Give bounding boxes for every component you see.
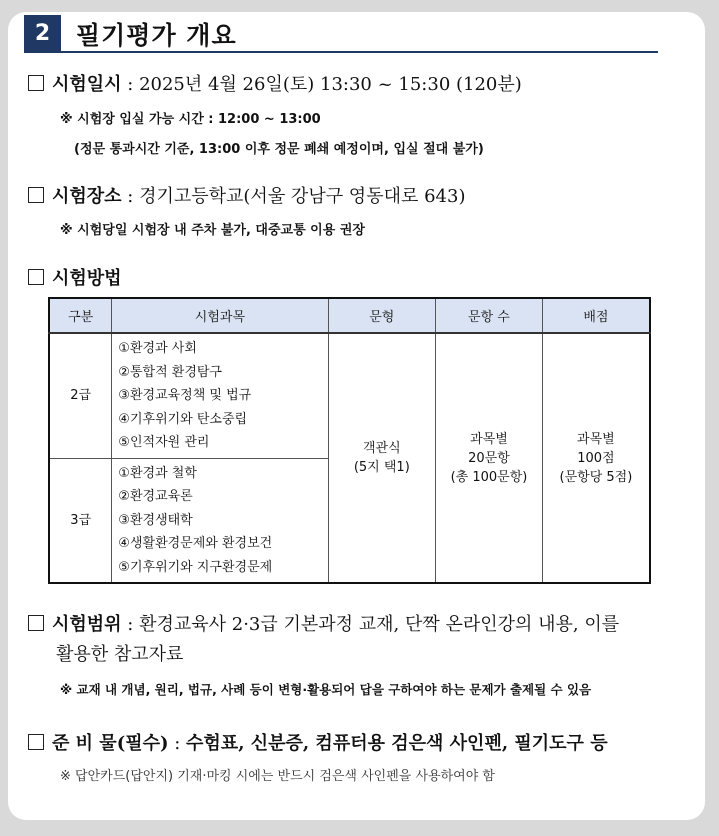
exam-method-label: 시험방법 (52, 268, 122, 289)
exam-scope-separator: : (121, 614, 140, 635)
parking-note: ※ 시험당일 시험장 내 주차 불가, 대중교통 이용 권장 (60, 223, 365, 238)
exam-date-separator: : (121, 74, 140, 95)
score-text: (문항당 5점) (559, 469, 633, 485)
subjects-cell (112, 458, 328, 583)
checkbox-square-icon (28, 269, 44, 285)
header-score: 배점 (542, 298, 650, 333)
table-header-row (49, 298, 650, 333)
subject-item: ④기후위기와 탄소중립 (118, 411, 248, 427)
checkbox-square-icon (28, 75, 44, 91)
subject-item: ③환경생태학 (118, 512, 193, 528)
count-text: 20문항 (468, 450, 510, 466)
exam-place-label: 시험장소 (52, 186, 122, 207)
subject-item: ②환경교육론 (118, 489, 193, 504)
checkbox-square-icon (28, 615, 44, 631)
table-row (49, 333, 650, 458)
section-title: 필기평가 개요 (76, 21, 237, 50)
exam-date-label: 시험일시 (52, 74, 122, 95)
type-text: 객관식 (362, 441, 401, 456)
subject-item: ⑤기후위기와 지구환경문제 (118, 559, 273, 575)
exam-place-separator: : (121, 186, 140, 207)
exam-scope-line (28, 610, 619, 636)
materials-value: 수험표, 신분증, 컴퓨터용 검은색 사인펜, 필기도구 등 (186, 733, 608, 754)
subjects-cell (112, 333, 328, 458)
materials-label: 준 비 물(필수) (52, 733, 169, 754)
subject-item: ②통합적 환경탐구 (118, 364, 222, 380)
subject-item: ③환경교육정책 및 법규 (118, 388, 252, 403)
materials-note: ※ 답안카드(답안지) 기재·마킹 시에는 반드시 검은색 사인펜을 사용하여야 함 (60, 769, 495, 784)
subject-item: ①환경과 철학 (118, 465, 197, 481)
exam-date-value: 2025년 4월 26일(토) 13:30 ~ 15:30 (120분) (139, 74, 522, 95)
materials-separator: : (168, 733, 187, 754)
header-subject: 시험과목 (112, 298, 328, 333)
materials-line (28, 729, 608, 755)
section-number: 2 (24, 15, 61, 51)
count-cell (436, 333, 543, 583)
header-type: 문형 (328, 298, 436, 333)
count-text: 과목별 (470, 431, 508, 447)
exam-method-table (48, 297, 651, 584)
exam-scope-label: 시험범위 (52, 614, 122, 635)
exam-place-value: 경기고등학교(서울 강남구 영동대로 643) (139, 186, 466, 207)
exam-place-line (28, 182, 465, 208)
header-count: 문항 수 (436, 298, 543, 333)
exam-method-line (28, 264, 122, 290)
subject-item: ④생활환경문제와 환경보건 (118, 536, 273, 551)
grade-cell: 2급 (49, 333, 112, 458)
exam-scope-value: 환경교육사 2·3급 기본과정 교재, 단짝 온라인강의 내용, 이를 (139, 614, 620, 635)
grade-cell: 3급 (49, 458, 112, 583)
checkbox-square-icon (28, 734, 44, 750)
exam-date-line (28, 70, 522, 96)
score-text: 과목별 (577, 431, 615, 447)
entry-time-note: ※ 시험장 입실 가능 시간 : 12:00 ~ 13:00 (60, 112, 321, 127)
subject-item: ①환경과 사회 (118, 341, 197, 356)
type-text: (5지 택1) (353, 460, 410, 475)
exam-scope-note: ※ 교재 내 개념, 원리, 법규, 사례 등이 변형·활용되어 답을 구하여야 하는 문제가 출제될 수 있음 (60, 682, 592, 697)
section-header (24, 15, 658, 53)
exam-scope-value-cont: 활용한 참고자료 (56, 644, 184, 665)
gate-close-note: (정문 통과시간 기준, 13:00 이후 정문 폐쇄 예정이며, 입실 절대 불가) (74, 142, 484, 157)
subject-item: ⑤인적자원 관리 (118, 435, 210, 450)
checkbox-square-icon (28, 187, 44, 203)
score-cell (542, 333, 650, 583)
score-text: 100점 (577, 450, 615, 466)
count-text: (총 100문항) (450, 469, 528, 485)
content-card (8, 12, 705, 820)
type-cell (328, 333, 436, 583)
header-grade: 구분 (49, 298, 112, 333)
